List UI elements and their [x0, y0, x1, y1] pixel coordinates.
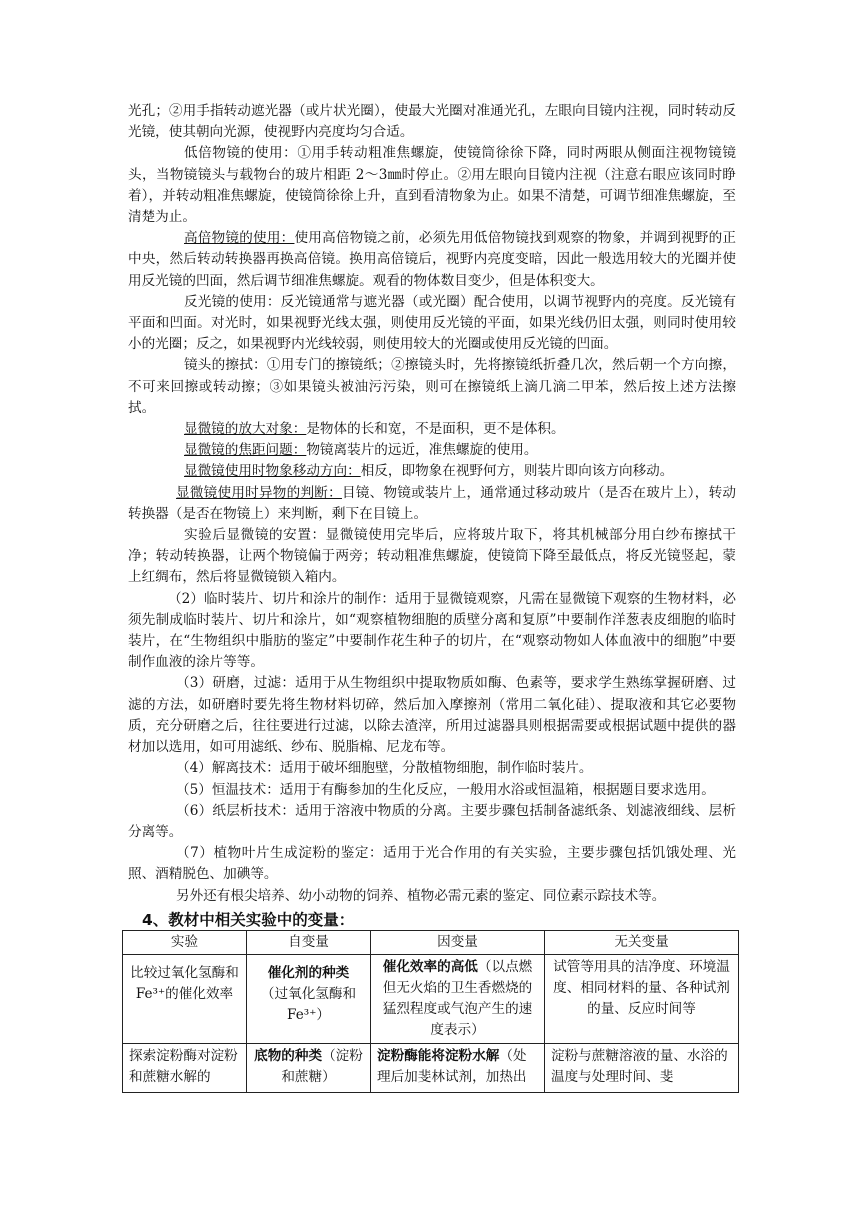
header-controlled-variable: 无关变量 [545, 930, 739, 954]
table-row [123, 1043, 739, 1092]
paragraph-focus-issue [128, 440, 736, 461]
paragraph-mirror-usage: 反光镜的使用：反光镜通常与遮光器（或光圈）配合使用，以调节视野内的亮度。反光镜有平面和凹面。对光时，如果视野光线太强，则使用反光镜的平面，如果光线仍旧太强，则同时使用较小的光圈；反之，如果视野内光线较弱，则使用较大的光圈或使用反光镜的凹面。 [128, 293, 736, 353]
paragraph-lens-cleaning: 镜头的擦拭：①用专门的擦镜纸；②擦镜头时，先将擦镜纸折叠几次，然后朝一个方向擦，不可来回擦或转动擦；③如果镜头被油污污染，则可在擦镜纸上滴几滴二甲苯，然后按上述方法擦拭。 [128, 357, 736, 416]
table-row [123, 954, 739, 1043]
paragraph-magnification-object [128, 419, 736, 440]
dependent-text [377, 1046, 538, 1090]
text-foreign-object: 目镜、物镜或装片上，通常通过移动玻片（是否在玻片上），转动转换器（是否在物镜上）来判断，剩下在目镜上。 [128, 484, 737, 522]
independent-key: 底物的种类 [254, 1047, 323, 1064]
text-high-power: 使用高倍物镜之前，必须先用低倍物镜找到观察的物象，并调到视野的正中央，然后转动转换器再换高倍镜。换用高倍镜后，视野内亮度变暗，因此一般选用较大的光圈并使用反光镜的凹面，然后调节细准焦螺旋。观看的物体数目变少，但是体积变大。 [128, 230, 737, 289]
dependent-key: 催化效率的高低 [382, 958, 478, 975]
document-body [128, 101, 736, 1093]
paragraph-high-power-objective [128, 228, 736, 292]
paragraph-microscope-storage: 实验后显微镜的安置：显微镜使用完毕后，应将玻片取下，将其机械部分用白纱布擦拭干净；转动转换器，让两个物镜偏于两旁；转动粗准焦螺旋，使镜筒下降至最低点，将反光镜竖起，蒙上红绸布，然后将显微镜锁入箱内。 [128, 527, 736, 586]
term-movement: 显微镜使用时物象移动方向： [184, 463, 361, 480]
paragraph-constant-temp: （5）恒温技术：适用于有酶参加的生化反应，一般用水浴或恒温箱，根据题目要求选用。 [176, 781, 715, 798]
dependent-detail: （以点燃但无火焰的卫生香燃烧的猛烈程度或气泡产生的速度表示） [382, 958, 533, 1038]
cell-experiment [123, 1043, 247, 1092]
independent-text [253, 1046, 364, 1090]
cell-controlled [545, 1043, 739, 1092]
term-high-power: 高倍物镜的使用： [184, 230, 295, 247]
paragraph-dissociation: （4）解离技术：适用于破坏细胞壁，分散植物细胞，制作临时装片。 [176, 760, 593, 777]
header-experiment: 实验 [123, 930, 247, 954]
paragraph-starch-test: （7）植物叶片生成淀粉的鉴定：适用于光合作用的有关实验，主要步骤包括饥饿处理、光照、酒精脱色、加碘等。 [128, 845, 736, 883]
cell-experiment: 比较过氧化氢酶和 Fe³⁺的催化效率 [123, 954, 247, 1043]
cell-independent [247, 1043, 371, 1092]
term-focus: 显微镜的焦距问题： [184, 442, 307, 459]
cell-independent [247, 954, 371, 1043]
term-magnification: 显微镜的放大对象： [184, 421, 307, 438]
text-focus: 物镜离装片的远近，准焦螺旋的使用。 [306, 442, 538, 459]
experiment-text: 探索淀粉酶对淀粉和蔗糖水解的 [129, 1047, 238, 1085]
independent-detail: （淀粉和蔗糖） [281, 1047, 363, 1085]
paragraph-foreign-object [128, 483, 736, 525]
independent-detail: （过氧化氢酶和 Fe³⁺） [260, 985, 357, 1023]
paragraph-low-power-objective: 低倍物镜的使用：①用手转动粗准焦螺旋，使镜筒徐徐下降，同时两眼从侧面注视物镜镜头，当物镜镜头与载物台的玻片相距 2～3㎜时停止。②用左眼向目镜内注视（注意右眼应该同时睁着），并转动粗准焦螺旋，使镜筒徐徐上升，直到看清物象为止。如果不清楚，可调节细准焦螺旋，至清楚为止。 [128, 145, 736, 226]
header-independent-variable: 自变量 [247, 930, 371, 954]
independent-key: 催化剂的种类 [267, 964, 350, 981]
paragraph-chromatography: （6）纸层析技术：适用于溶液中物质的分离。主要步骤包括制备滤纸条、划滤液细线、层析分离等。 [128, 802, 736, 840]
table-header-row [123, 930, 739, 954]
paragraph-other-techniques: 另外还有根尖培养、幼小动物的饲养、植物必需元素的鉴定、同位素示踪技术等。 [176, 887, 666, 904]
dependent-key: 淀粉酶能将淀粉水解 [377, 1047, 500, 1064]
term-foreign-object: 显微镜使用时异物的判断： [176, 484, 342, 501]
cell-controlled: 试管等用具的洁净度、环境温度、相同材料的量、各种试剂的量、反应时间等 [545, 954, 739, 1043]
variables-table [122, 930, 739, 1093]
paragraph-grinding-filtering: （3）研磨，过滤：适用于从生物组织中提取物质如酶、色素等，要求学生熟练掌握研磨、过滤的方法，如研磨时要先将生物材料切碎，然后加入摩擦剂（常用二氧化硅）、提取液和其它必要物质，充分研磨之后，往往要进行过滤，以除去渣滓，所用过滤器具则根据需要或根据试题中提供的器材加以选用，如可用滤纸、纱布、脱脂棉、尼龙布等。 [128, 675, 736, 756]
text-movement: 相反，即物象在视野何方，则装片即向该方向移动。 [360, 463, 674, 480]
paragraph-light-adjust: 光孔；②用手指转动遮光器（或片状光圈），使最大光圈对准通光孔，左眼向目镜内注视，同时转动反光镜，使其朝向光源，使视野内亮度均匀合适。 [128, 103, 736, 141]
section-heading-variables: 4、教材中相关实验中的变量： [142, 910, 355, 929]
controlled-text: 淀粉与蔗糖溶液的量、水浴的温度与处理时间、斐 [551, 1047, 728, 1085]
paragraph-slide-prep: （2）临时装片、切片和涂片的制作：适用于显微镜观察，凡需在显微镜下观察的生物材料，必须先制成临时装片、切片和涂片，如“观察植物细胞的质壁分离和复原”中要制作洋葱表皮细胞的临时装片，在“生物组织中脂肪的鉴定”中要制作花生种子的切片，在“观察动物如人体血液中的细胞”中要制作血液的涂片等等。 [128, 590, 736, 671]
text-magnification: 是物体的长和宽，不是面积，更不是体积。 [306, 421, 565, 438]
dependent-detail: （处理后加斐林试剂，加热出 [377, 1047, 527, 1085]
cell-dependent [371, 1043, 545, 1092]
cell-dependent [371, 954, 545, 1043]
paragraph-image-movement [128, 461, 736, 482]
header-dependent-variable: 因变量 [371, 930, 545, 954]
